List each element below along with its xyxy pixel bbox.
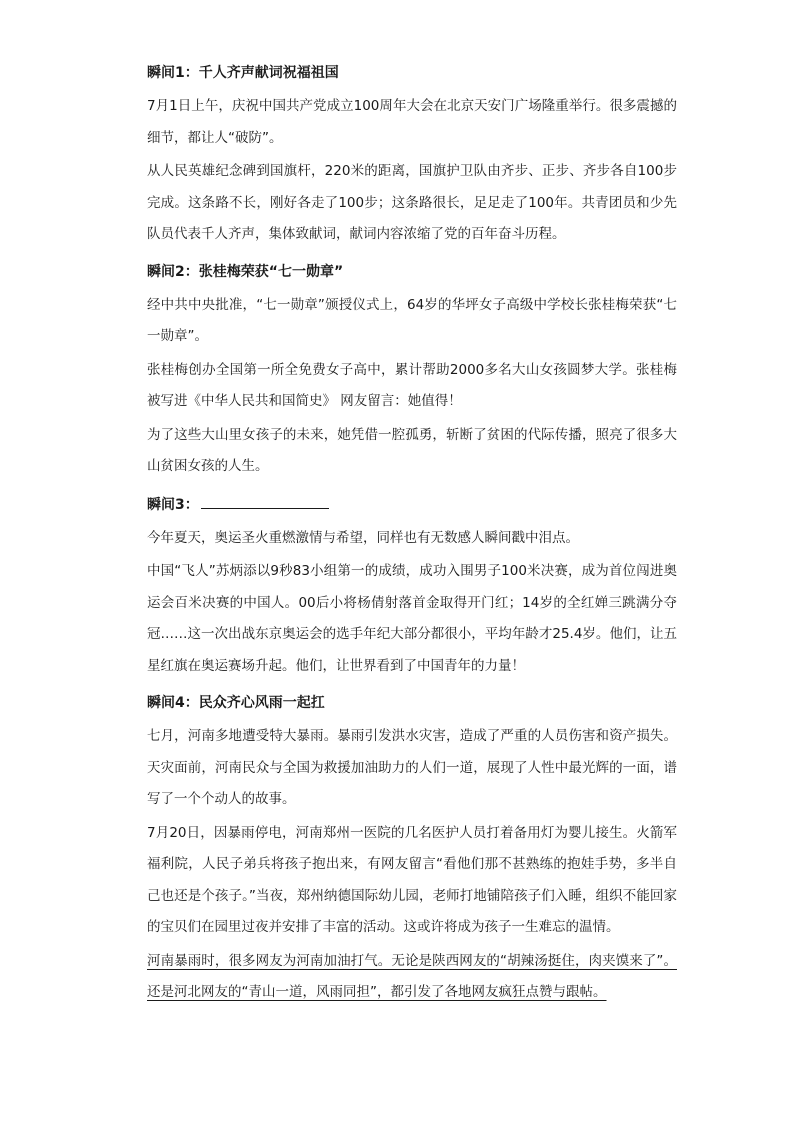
section-1-paragraph: 7月1日上午，庆祝中国共产党成立100周年大会在北京天安门广场隆重举行。很多震撼的细节，都让人“破防”。 — [147, 98, 677, 146]
section-3-paragraph: 今年夏天，奥运圣火重燃激情与希望，同样也有无数感人瞬间戳中泪点。 — [147, 529, 579, 546]
document-body — [147, 64, 677, 1009]
section-1-heading: 瞬间1：千人齐声献词祝福祖国 — [147, 65, 339, 81]
section-4-paragraph: 七月，河南多地遭受特大暴雨。暴雨引发洪水灾害，造成了严重的人员伤害和资产损失。天灾面前，河南民众与全国为救援加油助力的人们一道，展现了人性中最光辉的一面，谱写了一个个动人的故事。 — [147, 728, 677, 807]
section-3-heading-label: 瞬间3： — [147, 496, 199, 513]
section-1-paragraph: 从人民英雄纪念碑到国旗杆，220米的距离，国旗护卫队由齐步、正步、齐步各自100步完成。这条路不长，刚好各走了100步；这条路很长，足足走了100年。共青团员和少先队员代表千人齐声，集体致献词，献词内容浓缩了党的百年奋斗历程。 — [147, 163, 677, 242]
section-3-paragraph: 中国“飞人”苏炳添以9秒83小组第一的成绩，成功入围男子100米决赛，成为首位闯进奥运会百米决赛的中国人。00后小将杨倩射落首金取得开门红；14岁的全红婵三跳满分夺冠……这一次出战东京奥运会的选手年纪大部分都很小，平均年龄才25.4岁。他们，让五星红旗在奥运赛场升起。他们，让世界看到了中国青年的力量！ — [147, 563, 677, 674]
section-2-paragraph: 经中共中央批准，“七一勋章”颁授仪式上，64岁的华坪女子高级中学校长张桂梅荣获“七一勋章”。 — [147, 296, 677, 344]
section-2-heading: 瞬间2：张桂梅荣获“七一勋章” — [147, 263, 344, 280]
section-4-paragraph: 7月20日，因暴雨停电，河南郑州一医院的几名医护人员打着备用灯为婴儿接生。火箭军福利院，人民子弟兵将孩子抱出来，有网友留言“看他们那不甚熟练的抱娃手势，多半自己也还是个孩子。”当夜，郑州纳德国际幼儿园，老师打地铺陪孩子们入睡，组织不能回家的宝贝们在园里过夜并安排了丰富的活动。这或许将成为孩子一生难忘的温情。 — [147, 824, 677, 935]
section-2-paragraph: 为了这些大山里女孩子的未来，她凭借一腔孤勇，斩断了贫困的代际传播，照亮了很多大山贫困女孩的人生。 — [147, 426, 677, 474]
section-3-heading — [147, 495, 677, 514]
section-4-underlined-paragraph: 河南暴雨时，很多网友为河南加油打气。无论是陕西网友的“胡辣汤挺住，肉夹馍来了”。还是河北网友的“青山一道，风雨同担”，都引发了各地网友疯狂点赞与跟帖。 — [147, 952, 677, 1000]
section-2-paragraph: 张桂梅创办全国第一所全免费女子高中，累计帮助2000多名大山女孩圆梦大学。张桂梅被写进《中华人民共和国简史》 网友留言：她值得！ — [147, 361, 677, 409]
section-4-heading: 瞬间4：民众齐心风雨一起扛 — [147, 695, 325, 711]
fill-in-blank-line — [201, 495, 329, 509]
